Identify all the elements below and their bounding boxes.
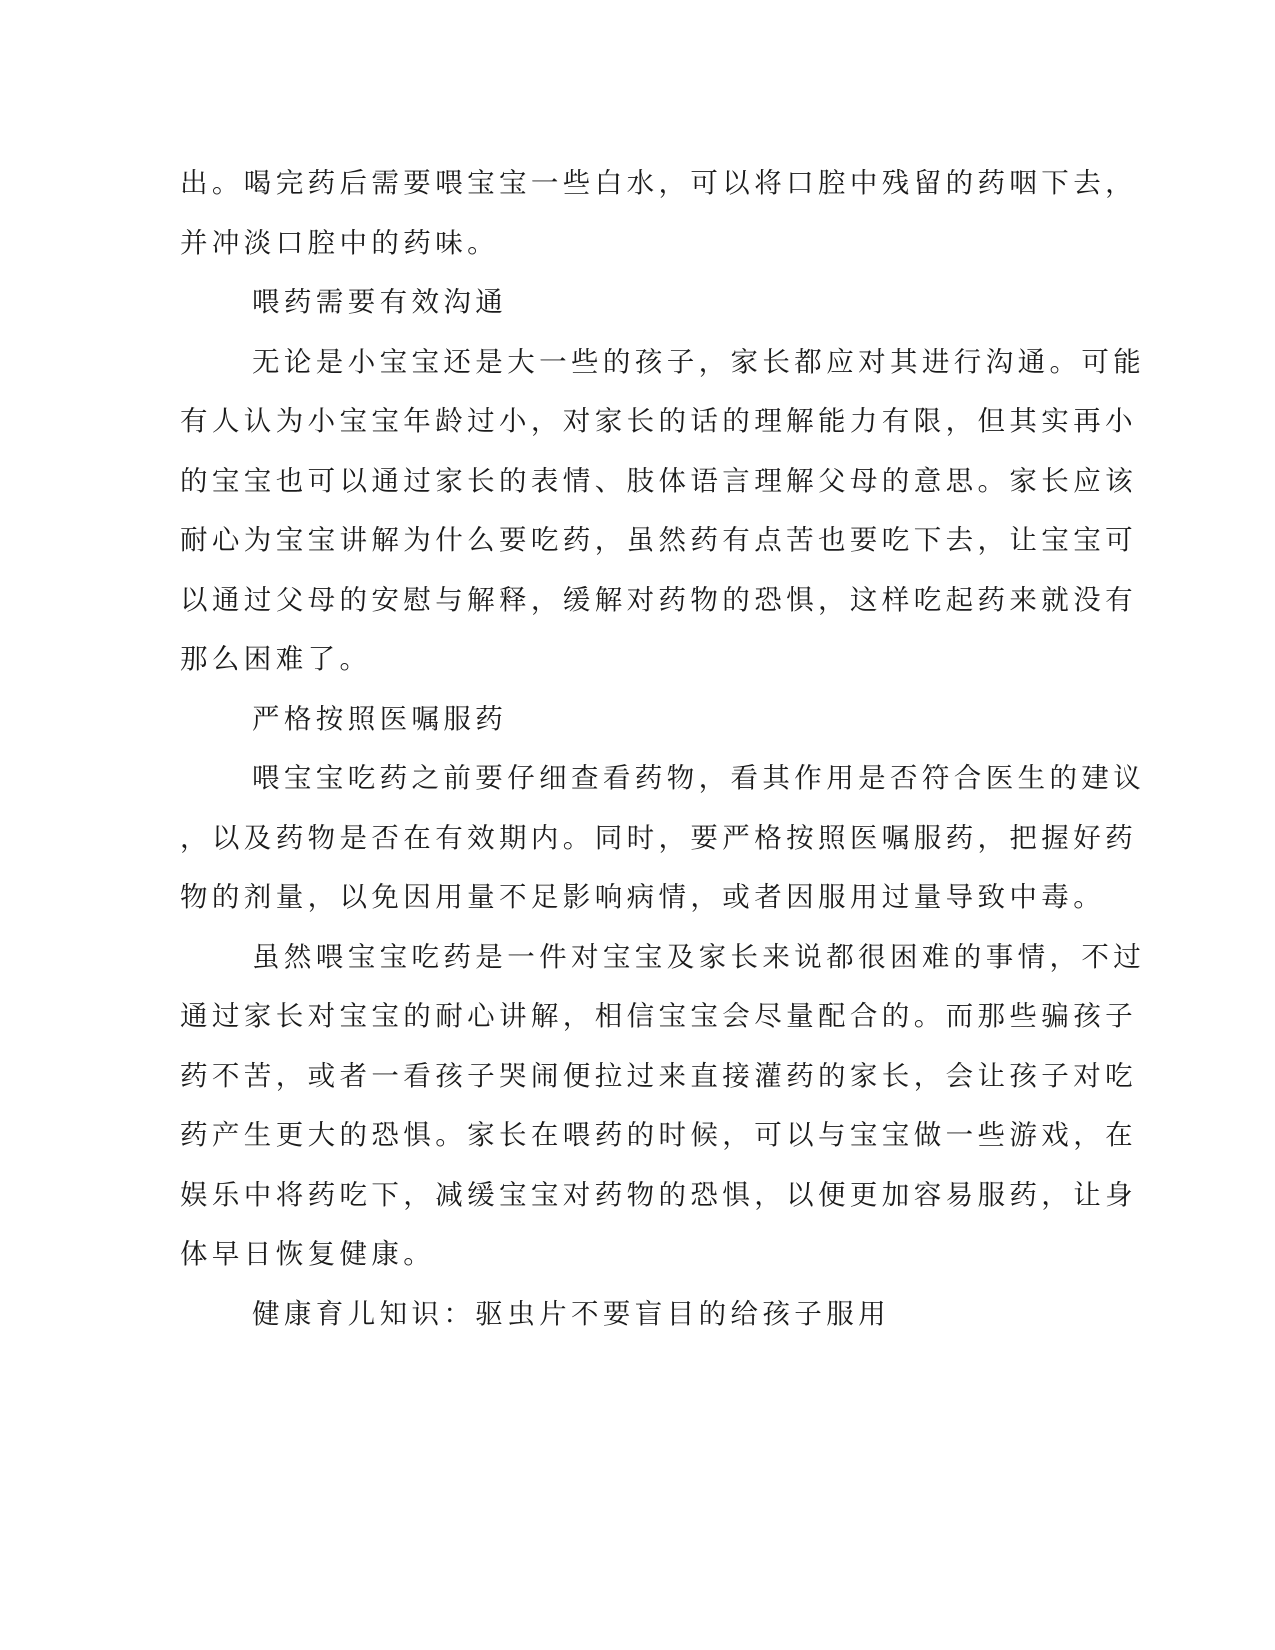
body-line: 喂宝宝吃药之前要仔细查看药物，看其作用是否符合医生的建议 — [252, 762, 1146, 794]
section-heading: 喂药需要有效沟通 — [252, 286, 508, 318]
body-line: 虽然喂宝宝吃药是一件对宝宝及家长来说都很困难的事情，不过 — [252, 940, 1146, 973]
section-heading: 健康育儿知识：驱虫片不要盲目的给孩子服用 — [252, 1297, 890, 1330]
body-line: 体早日恢复健康。 — [180, 1238, 436, 1270]
body-line: 无论是小宝宝还是大一些的孩子，家长都应对其进行沟通。可能 — [252, 345, 1146, 378]
body-line: 娱乐中将药吃下，减缓宝宝对药物的恐惧，以便更加容易服药，让身 — [180, 1178, 1137, 1211]
body-line: ，以及药物是否在有效期内。同时，要严格按照医嘱服药，把握好药 — [180, 821, 1137, 854]
body-line: 出。喝完药后需要喂宝宝一些白水，可以将口腔中残留的药咽下去， — [180, 167, 1137, 199]
body-line: 的宝宝也可以通过家长的表情、肢体语言理解父母的意思。家长应该 — [180, 464, 1137, 497]
body-line: 物的剂量，以免因用量不足影响病情，或者因服用过量导致中毒。 — [180, 881, 1106, 913]
body-line: 药产生更大的恐惧。家长在喂药的时候，可以与宝宝做一些游戏，在 — [180, 1119, 1137, 1151]
body-line: 以通过父母的安慰与解释，缓解对药物的恐惧，这样吃起药来就没有 — [180, 583, 1137, 616]
body-line: 有人认为小宝宝年龄过小，对家长的话的理解能力有限，但其实再小 — [180, 405, 1137, 437]
body-line: 耐心为宝宝讲解为什么要吃药，虽然药有点苦也要吃下去，让宝宝可 — [180, 524, 1137, 556]
body-line: 那么困难了。 — [180, 643, 372, 675]
section-heading: 严格按照医嘱服药 — [252, 702, 508, 735]
document-body — [180, 154, 1146, 1344]
body-line: 并冲淡口腔中的药味。 — [180, 226, 499, 259]
body-line: 药不苦，或者一看孩子哭闹便拉过来直接灌药的家长，会让孩子对吃 — [180, 1059, 1137, 1092]
body-line: 通过家长对宝宝的耐心讲解，相信宝宝会尽量配合的。而那些骗孩子 — [180, 1000, 1137, 1032]
